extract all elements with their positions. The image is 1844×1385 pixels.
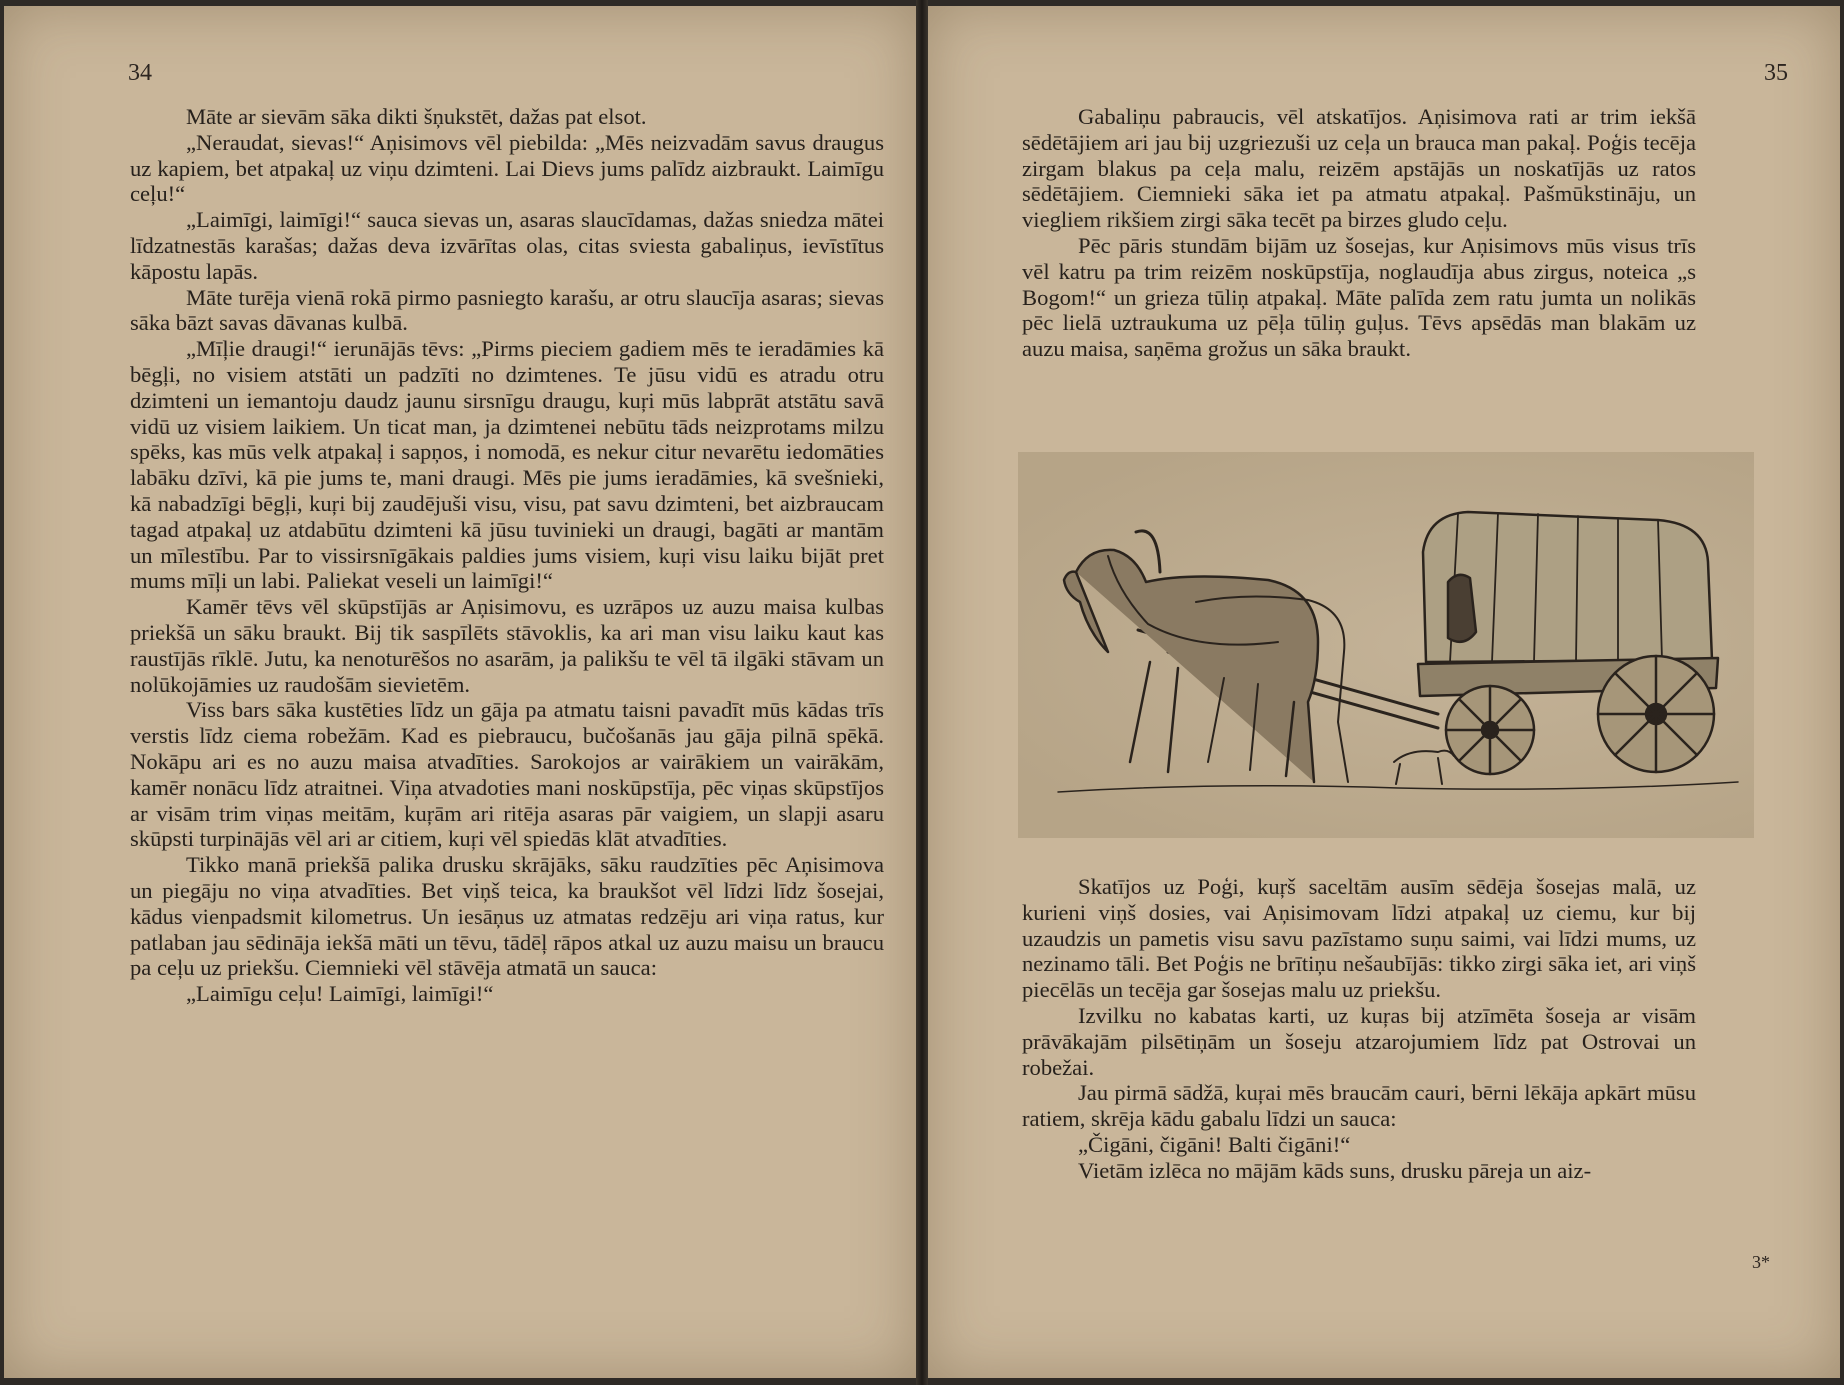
covered-wagon-drawing <box>1018 452 1754 838</box>
page-number-left: 34 <box>128 60 152 86</box>
paragraph: Māte turēja vienā rokā pirmo pasniegto karašu, ar otru slaucīja asaras; sievas sāka bāzt savas dāvanas kulbā. <box>130 284 884 336</box>
left-page-text <box>130 104 884 1007</box>
paragraph: Viss bars sāka kustēties līdz un gāja pa atmatu taisni pavadīt mūs kādas trīs verstis līdz ciema robežām. Kad es piebraucu, bučošanās jau gāja pilnā spēkā. Nokāpu ari es no auzu maisa atvadīties. Sarokojos ar vairākiem un vairākām, kamēr nonācu līdz atraitnei. Viņa atvadoties mani noskūpstīja, pēc viņas skūpstījos ar visām trim viņas meitām, kuŗām ari ritēja asaras pār vaigiem, un slapji asaru skūpsti turpinājās vēl ari ar citiem, kuŗi vēl spiedās klāt atvadīties. <box>130 697 884 852</box>
page-number-right: 35 <box>1764 60 1788 86</box>
paragraph: „Laimīgi, laimīgi!“ sauca sievas un, asaras slaucīdamas, dažas sniedza mātei līdzatnestās karašas; dažas deva izvārītas olas, citas sviesta gabaliņus, ievīstītus kāpostu lapās. <box>130 207 884 284</box>
paragraph: Izvilku no kabatas karti, uz kuŗas bij atzīmēta šoseja ar visām prāvākajām pilsētiņām un šoseju atzarojumiem līdz pat Ostrovai un robežai. <box>1022 1002 1696 1080</box>
paragraph: „Laimīgu ceļu! Laimīgi, laimīgi!“ <box>186 981 494 1007</box>
right-page <box>928 6 1840 1378</box>
left-page <box>4 6 916 1378</box>
paragraph: Jau pirmā sādžā, kuŗai mēs braucām cauri, bērni lēkāja apkārt mūsu ratiem, skrēja kādu gabalu līdzi un sauca: <box>1022 1080 1696 1132</box>
paragraph: Gabaliņu pabraucis, vēl atskatījos. Aņisimova rati ar trim iekšā sēdētājiem ari jau bij uzgriezuši uz ceļa un brauca man pakaļ. Poģis tecēja zirgam blakus pa ceļa malu, reizēm apstājās un noskatījās uz ratos sēdētājiem. Ciemnieki sāka iet pa atmatu atpakaļ. Pašmūkstināju, un viegliem rikšiem zirgi sāka tecēt pa birzes gludo ceļu. <box>1022 104 1696 233</box>
paragraph: „Mīļie draugi!“ ierunājās tēvs: „Pirms pieciem gadiem mēs te ieradāmies kā bēgļi, no visiem atstāti un padzīti no dzimtenes. Te jūsu vidū es atradu otru dzimteni un iemantoju daudz jaunu sirsnīgu draugu, kuŗi mūs labprāt atstātu savā vidū uz visiem laikiem. Un ticat man, ja dzimtenei nebūtu tāds neizprotams milzu spēks, kas mūs velk atpakaļ i sapņos, i nomodā, es nekur citur nevarētu iedomāties labāku dzīvi, kā pie jums te, mani draugi. Mēs pie jums ieradāmies, kā svešnieki, kā nabadzīgi bēgļi, kuŗi bij zaudējuši visu, visu, pat savu dzimteni, bet aizbraucam tagad atpakaļ uz atdabūtu dzimteni kā jūsu tuvinieki un draugi, bagāti ar mantām un mīlestību. Par to vissirsnīgākais paldies jums visiem, kuŗi visu laiku bijāt pret mums mīļi un labi. Paliekat veseli un laimīgi!“ <box>130 336 884 594</box>
paragraph: Tikko manā priekšā palika drusku skrājāks, sāku raudzīties pēc Aņisimova un piegāju no viņa atvadīties. Bet viņš teica, ka braukšot vēl līdzi līdz šosejai, kādus vienpadsmit kilometrus. Un iesāņus uz atmatas redzēju ari viņa ratus, kur patlaban jau sēdināja iekšā māti un tēvu, tādēļ rāpos atkal uz auzu maisu un braucu pa ceļu uz priekšu. Ciemnieki vēl stāvēja atmatā un sauca: <box>130 852 884 981</box>
paragraph: Māte ar sievām sāka dikti šņukstēt, dažas pat elsot. <box>186 104 647 129</box>
paragraph: Skatījos uz Poģi, kuŗš saceltām ausīm sēdēja šosejas malā, uz kurieni viņš dosies, vai Aņisimovam līdzi atpakaļ uz ciemu, kur bij uzaudzis un pametis visu savu pazīstamo suņu saimi, vai līdzi mums, uz nezinamo tāli. Bet Poģis ne brītiņu nešaubījās: tikko zirgi sāka iet, ari viņš piecēlās un tecēja gar šosejas malu uz priekšu. <box>1022 874 1696 1003</box>
book-gutter <box>916 0 928 1385</box>
signature-mark: 3* <box>1752 1252 1770 1272</box>
paragraph: „Neraudat, sievas!“ Aņisimovs vēl piebilda: „Mēs neizvadām savus draugus uz kapiem, bet atpakaļ uz viņu dzimteni. Lai Dievs jums palīdz aizbraukt. Laimīgu ceļu!“ <box>130 129 884 207</box>
paragraph: Vietām izlēca no mājām kāds suns, drusku pāreja un aiz- <box>1078 1157 1592 1183</box>
wagon-illustration <box>1018 452 1754 838</box>
paragraph: Pēc pāris stundām bijām uz šosejas, kur Aņisimovs mūs visus trīs vēl katru pa trim reizēm noskūpstīja, noglaudīja abus zirgus, noteica „s Bogom!“ un grieza tūliņ atpakaļ. Māte palīda zem ratu jumta un nolikās pēc lielā uztraukuma uz pēļa tūliņ guļus. Tēvs apsēdās man blakām uz auzu maisa, saņēma grožus un sāka braukt. <box>1022 232 1696 362</box>
paragraph: „Čigāni, čigāni! Balti čigāni!“ <box>1078 1131 1351 1157</box>
right-page-text-top <box>1022 104 1696 362</box>
right-page-text-bottom <box>1022 874 1696 1184</box>
paragraph: Kamēr tēvs vēl skūpstījās ar Aņisimovu, es uzrāpos uz auzu maisa kulbas priekšā un sāku braukt. Bij tik saspīlēts stāvoklis, ka ari man visu laiku kaut kas raustījās rīklē. Jutu, ka nenoturēšos no asarām, ja palikšu te vēl tā ilgāki stāvam un nolūkojāmies uz raudošām sievietēm. <box>130 594 884 697</box>
